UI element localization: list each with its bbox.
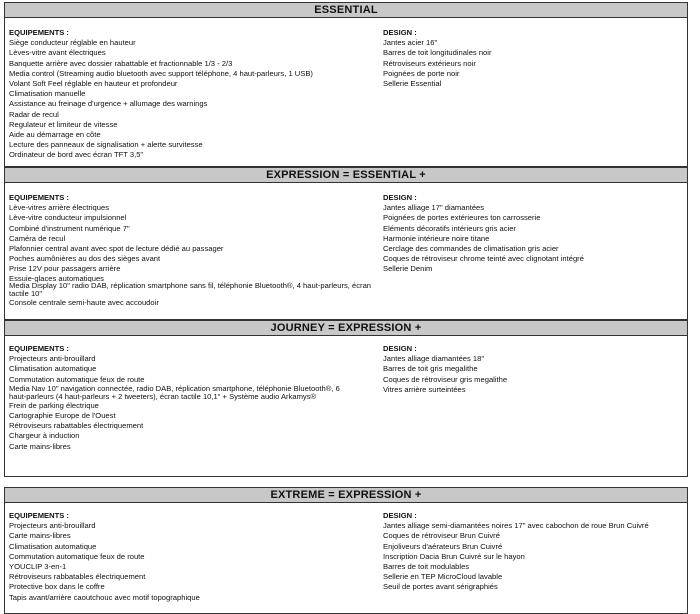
list-item: Essuie-glaces automatiques — [9, 274, 104, 282]
list-item: Poignées de porte noir — [383, 68, 460, 78]
list-item: Regulateur et limiteur de vitesse — [9, 119, 118, 129]
section-body — [5, 18, 687, 166]
list-item: Sellerie Denim — [383, 264, 433, 274]
list-item: Poignées de portes extérieures ton carrosserie — [383, 213, 541, 223]
list-item: Caméra de recul — [9, 233, 66, 243]
list-item: Projecteurs anti-brouillard — [9, 521, 96, 531]
design-title: DESIGN : — [383, 344, 417, 353]
section-journey — [4, 320, 688, 477]
list-item: Cerclage des commandes de climatisation gris acier — [383, 244, 559, 254]
list-item: Carte mains-libres — [9, 441, 71, 451]
list-item: Tapis avant/arrière caoutchouc avec motif topographique — [9, 592, 200, 602]
section-gap — [4, 477, 688, 487]
list-item: Lèves-vitre avant électriques — [9, 48, 106, 58]
section-body — [5, 336, 687, 476]
list-item: Vitres arrière surteintées — [383, 384, 466, 394]
spec-sheet — [4, 2, 688, 614]
list-item: Jantes alliage diamantées 18" — [383, 354, 485, 364]
list-item: Barres de toit modulables — [383, 562, 470, 572]
list-item: Climatisation automatique — [9, 364, 97, 374]
list-item: Console centrale semi-haute avec accoudoir — [9, 297, 159, 307]
design-column — [383, 344, 683, 395]
section-extreme — [4, 487, 688, 614]
list-item: Sellerie en TEP MicroCloud lavable — [383, 572, 503, 582]
design-title: DESIGN : — [383, 28, 417, 37]
list-item: Sellerie Essential — [383, 79, 442, 89]
list-item: Lecture des panneaux de signalisation + alerte survitesse — [9, 140, 203, 150]
list-item: Radar de recul — [9, 109, 59, 119]
section-header: ESSENTIAL — [5, 3, 687, 18]
design-column — [383, 28, 683, 89]
list-item: Rétroviseurs extérieurs noir — [383, 58, 476, 68]
list-item: Rétroviseurs rabattables électriquement — [9, 421, 144, 431]
section-expression — [4, 167, 688, 320]
list-item: Inscription Dacia Brun Cuivré sur le hayon — [383, 551, 525, 561]
list-item: Commutation automatique feux de route — [9, 551, 145, 561]
list-item: Banquette arrière avec dossier rabattable et fractionnable 1/3 - 2/3 — [9, 58, 233, 68]
list-item: Prise 12V pour passagers arrière — [9, 264, 121, 274]
list-item: Barres de toit longitudinales noir — [383, 48, 492, 58]
list-item: Commutation automatique feux de route — [9, 374, 145, 384]
list-item: Plafonnier central avant avec spot de lecture dédié au passager — [9, 244, 224, 254]
section-header: JOURNEY = EXPRESSION + — [5, 320, 687, 336]
list-item: Jantes alliage 17" diamantées — [383, 203, 485, 213]
design-column — [383, 511, 683, 593]
list-item: Eléments décoratifs intérieurs gris acier — [383, 223, 516, 233]
list-item: Coques de rétroviseur Brun Cuivré — [383, 531, 500, 541]
equipment-column — [9, 193, 381, 308]
list-item: Barres de toit gris megalithe — [383, 364, 478, 374]
list-item: YOUCLIP 3-en-1 — [9, 562, 67, 572]
equipment-title: EQUIPEMENTS : — [9, 344, 69, 353]
section-essential — [4, 2, 688, 167]
section-body — [5, 183, 687, 319]
list-item: Combiné d'instrument numérique 7" — [9, 223, 130, 233]
list-item: Protective box dans le coffre — [9, 582, 105, 592]
list-item: Coques de rétroviseur gris megalithe — [383, 374, 508, 384]
section-header: EXTREME = EXPRESSION + — [5, 488, 687, 503]
equipment-column — [9, 28, 381, 161]
list-item: Lève-vitres arrière électriques — [9, 203, 110, 213]
list-item: Ordinateur de bord avec écran TFT 3,5" — [9, 150, 144, 160]
section-header: EXPRESSION = ESSENTIAL + — [5, 167, 687, 183]
list-item: Projecteurs anti-brouillard — [9, 354, 96, 364]
equipment-column — [9, 344, 381, 452]
list-item: Poches aumônières au dos des sièges avant — [9, 254, 161, 264]
list-item: Media Display 10" radio DAB, réplication smartphone sans fil, téléphonie Bluetooth®, 4 haut-parleurs, écran tactile 10" — [9, 281, 372, 298]
list-item: Cartographie Europe de l'Ouest — [9, 411, 116, 421]
design-title: DESIGN : — [383, 193, 417, 202]
list-item: Climatisation automatique — [9, 541, 97, 551]
list-item: Media Nav 10" navigation connectée, radio DAB, réplication smartphone, téléphonie Bluetooth®, 6 haut-parleurs (4 haut-parleurs + 2 tweeters), écran tactile 10,1" + Système audio Arkamys® — [9, 384, 340, 401]
list-item: Frein de parking électrique — [9, 400, 99, 410]
equipment-column — [9, 511, 381, 603]
list-item: Aide au démarrage en côte — [9, 130, 101, 140]
list-item: Coques de rétroviseur chrome teinté avec clignotant intégré — [383, 254, 584, 264]
list-item: Harmonie intérieure noire titane — [383, 233, 490, 243]
equipment-title: EQUIPEMENTS : — [9, 193, 69, 202]
list-item: Carte mains-libres — [9, 531, 71, 541]
list-item: Media control (Streaming audio bluetooth avec support téléphone, 4 haut-parleurs, 1 USB) — [9, 68, 313, 78]
list-item: Lève-vitre conducteur impulsionnel — [9, 213, 127, 223]
list-item: Volant Soft Feel réglable en hauteur et profondeur — [9, 79, 178, 89]
design-column — [383, 193, 683, 275]
design-title: DESIGN : — [383, 511, 417, 520]
list-item: Jantes alliage semi-diamantées noires 17" avec cabochon de roue Brun Cuivré — [383, 521, 649, 531]
section-body — [5, 503, 687, 613]
list-item: Rétroviseurs rabbatables électriquement — [9, 572, 146, 582]
list-item: Jantes acier 16" — [383, 38, 438, 48]
list-item: Chargeur à induction — [9, 431, 80, 441]
equipment-title: EQUIPEMENTS : — [9, 511, 69, 520]
equipment-title: EQUIPEMENTS : — [9, 28, 69, 37]
list-item: Seuil de portes avant sérigraphiés — [383, 582, 498, 592]
list-item: Siège conducteur réglable en hauteur — [9, 38, 136, 48]
list-item: Enjoliveurs d'aérateurs Brun Cuivré — [383, 541, 503, 551]
list-item: Assistance au freinage d'urgence + allumage des warnings — [9, 99, 208, 109]
list-item: Climatisation manuelle — [9, 89, 86, 99]
